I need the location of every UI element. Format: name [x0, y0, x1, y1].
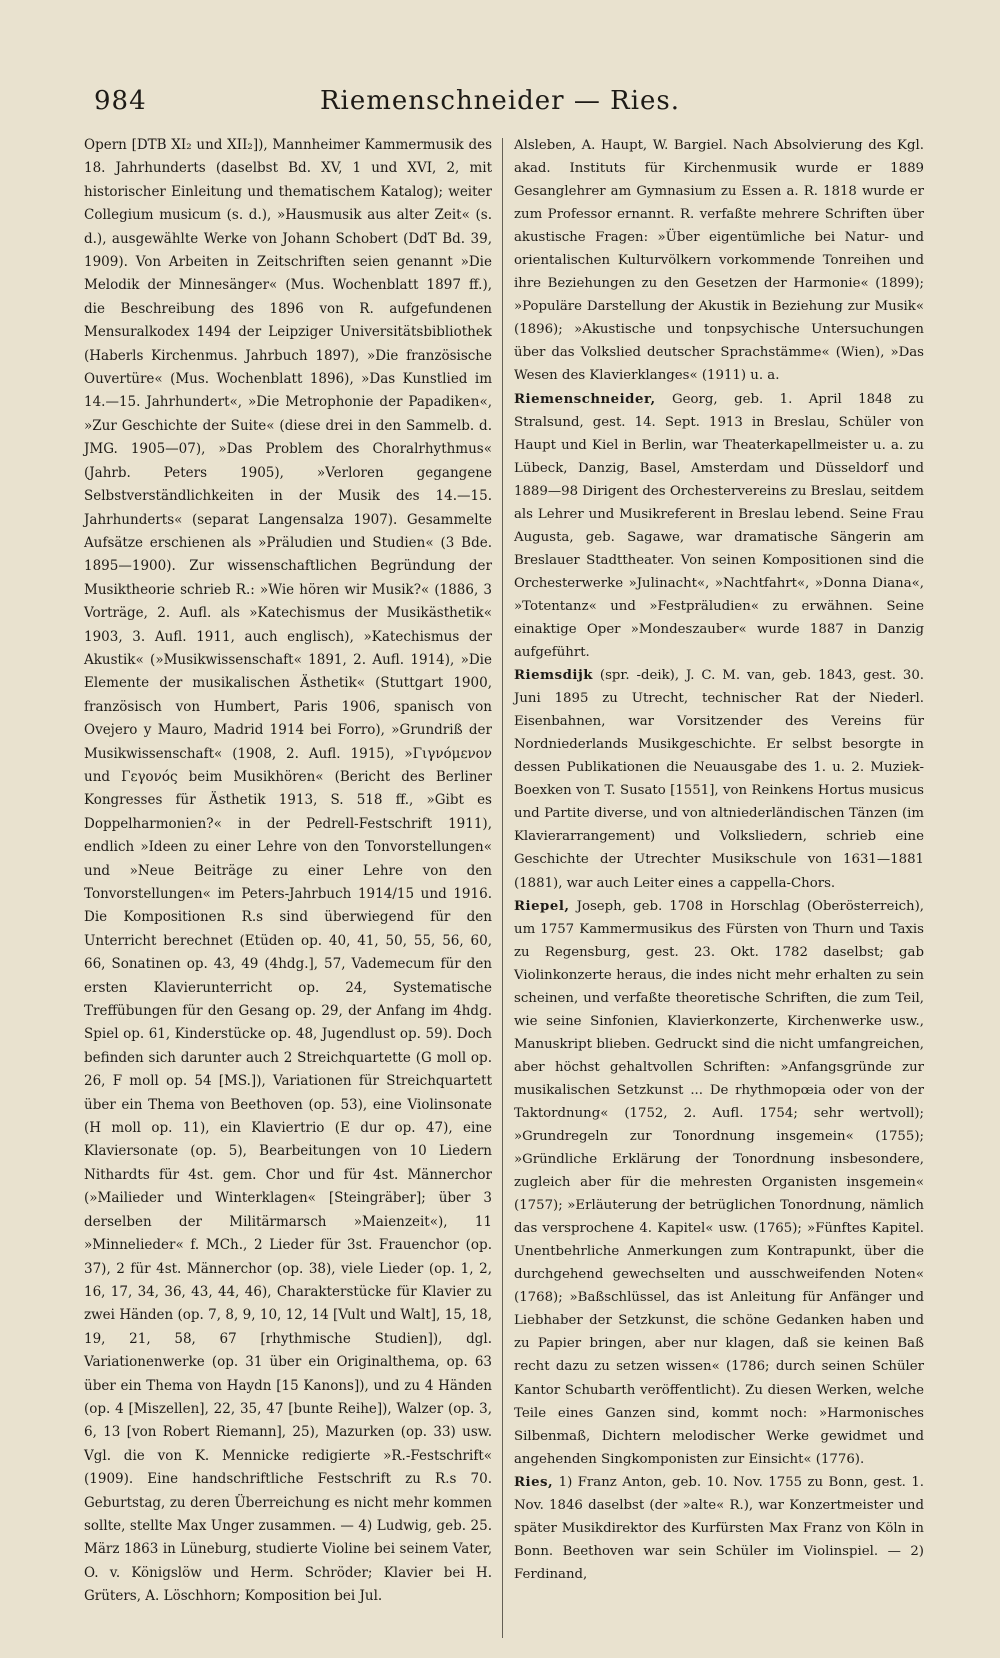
right-column [514, 134, 924, 1586]
running-head: Riemenschneider — Ries. [319, 86, 681, 116]
column-divider [502, 138, 503, 1638]
entry-headword: Ries, [514, 1474, 554, 1490]
entry-text: Joseph, geb. 1708 in Horschlag (Oberösterreich), um 1757 Kammermusikus des Fürsten von Thurn und Taxis zu Regensburg, gest. 23. Okt. 1782 daselbst; gab Violinkonzerte heraus, die indes nicht mehr erhalten zu sein scheinen, und verfaßte theoretische Schriften, die zum Teil, wie seine Sinfonien, Klavierkonzerte, Kirchenwerke usw., Manuskript blieben. Gedruckt sind die nicht umfangreichen, aber höchst gehaltvollen Schriften: »Anfangsgründe zur musikalischen Setzkunst ... De rhythmopœia oder von der Taktordnung« (1752, 2. Aufl. 1754; sehr wertvoll); »Grundregeln zur Tonordnung insgemein« (1755); »Gründliche Erklärung der Tonordnung insbesondere, zugleich aber für die mehresten Organisten insgemein« (1757); »Erläuterung der betrüglichen Tonordnung, nämlich das versprochene 4. Kapitel« usw. (1765); »Fünftes Kapitel. Unentbehrliche Anmerkungen zum Kontrapunkt, über die durchgehend gewechselten und ausschweifenden Noten« (1768); »Baßschlüssel, das ist Anleitung für Anfänger und Liebhaber der Setzkunst, die schöne Gedanken haben und zu Papier bringen, aber nur klagen, daß sie keinen Baß recht dazu zu setzen wissen« (1786; durch seinen Schüler Kantor Schubarth veröffentlicht). Zu diesen Werken, welche Teile eines Ganzen sind, kommt noch: »Harmonisches Silbenmaß, Dichtern melodischer Werke gewidmet und angehenden Singkomponisten zur Einsicht« (1776). [514, 898, 924, 1467]
page-number: 984 [94, 86, 147, 116]
entry-text: Georg, geb. 1. April 1848 zu Stralsund, gest. 14. Sept. 1913 in Breslau, Schüler von Haupt und Kiel in Berlin, war Theaterkapellmeister u. a. zu Lübeck, Danzig, Basel, Amsterdam und Düsseldorf und 1889—98 Dirigent des Orchestervereins zu Breslau, seitdem als Lehrer und Musikreferent in Breslau lebend. Seine Frau Augusta, geb. Sagawe, war dramatische Sängerin am Breslauer Stadttheater. Von seinen Kompositionen sind die Orchesterwerke »Julinacht«, »Nachtfahrt«, »Donna Diana«, »Totentanz« und »Festpräludien« zu erwähnen. Seine einaktige Oper »Mondeszauber« wurde 1887 in Danzig aufgeführt. [514, 391, 924, 661]
entry-headword: Riepel, [514, 898, 570, 914]
entry-riepel [514, 895, 924, 1471]
entry-text: Alsleben, A. Haupt, W. Bargiel. Nach Absolvierung des Kgl. akad. Instituts für Kirchenmusik wurde er 1889 Gesanglehrer am Gymnasium zu Essen a. R. 1818 wurde er zum Professor ernannt. R. verfaßte mehrere Schriften über akustische Fragen: »Über eigentümliche bei Natur- und orientalischen Kulturvölkern vorkommende Tonreihen und ihre Beziehungen zu den Gesetzen der Harmonie« (1899); »Populäre Darstellung der Akustik in Beziehung zur Musik« (1896); »Akustische und tonpsychische Untersuchungen über das Volkslied deutscher Sprachstämme« (Wien), »Das Wesen des Klavierklanges« (1911) u. a. [514, 138, 924, 384]
entry-text: 1) Franz Anton, geb. 10. Nov. 1755 zu Bonn, gest. 1. Nov. 1846 daselbst (der »alte« R.), war Konzertmeister und später Musikdirektor des Kurfürsten Max Franz von Köln in Bonn. Beethoven war sein Schüler im Violinspiel. — 2) Ferdinand, [514, 1474, 924, 1582]
entry-riemenschneider [514, 388, 924, 665]
entry-riemsdijk [514, 664, 924, 894]
left-column [84, 134, 492, 1609]
entry-text: (spr. -deik), J. C. M. van, geb. 1843, gest. 30. Juni 1895 zu Utrecht, technischer Rat der Niederl. Eisenbahnen, war Vorsitzender des Vereins für Nordniederlands Musikgeschichte. Er selbst besorgte in dessen Publikationen die Neuausgabe des 1. u. 2. Muziek-Boexken von T. Susato [1551], von Reinkens Hortus musicus und Partite diverse, und von altniederländischen Tänzen (im Klavierarrangement) und Volksliedern, schrieb eine Geschichte der Utrechter Musikschule von 1631—1881 (1881), war auch Leiter eines a cappella-Chors. [514, 668, 924, 891]
entry-ries [514, 1471, 924, 1586]
entry-continuation [514, 134, 924, 388]
entry-headword: Riemsdijk [514, 668, 593, 684]
page-header [0, 86, 1000, 126]
entry-headword: Riemenschneider, [514, 391, 656, 407]
left-paragraph: Opern [DTB XI₂ und XII₂]), Mannheimer Kammermusik des 18. Jahrhunderts (daselbst Bd. XV, 1 und XVI, 2, mit historischer Einleitung und thematischem Katalog); weiter Collegium musicum (s. d.), »Hausmusik aus alter Zeit« (s. d.), ausgewählte Werke von Johann Schobert (DdT Bd. 39, 1909). Von Arbeiten in Zeitschriften seien genannt »Die Melodik der Minnesänger« (Mus. Wochenblatt 1897 ff.), die Beschreibung des 1896 von R. aufgefundenen Mensuralkodex 1494 der Leipziger Universitätsbibliothek (Haberls Kirchenmus. Jahrbuch 1897), »Die französische Ouvertüre« (Mus. Wochenblatt 1896), »Das Kunstlied im 14.—15. Jahrhundert«, »Die Metrophonie der Papadiken«, »Zur Geschichte der Suite« (diese drei in den Sammelb. d. JMG. 1905—07), »Das Problem des Choralrhythmus« (Jahrb. Peters 1905), »Verloren gegangene Selbstverständlichkeiten in der Musik des 14.—15. Jahrhunderts« (separat Langensalza 1907). Gesammelte Aufsätze erschienen als »Präludien und Studien« (3 Bde. 1895—1900). Zur wissenschaftlichen Begründung der Musiktheorie schrieb R.: »Wie hören wir Musik?« (1886, 3 Vorträge, 2. Aufl. als »Katechismus der Musikästhetik« 1903, 3. Aufl. 1911, auch englisch), »Katechismus der Akustik« (»Musikwissenschaft« 1891, 2. Aufl. 1914), »Die Elemente der musikalischen Ästhetik« (Stuttgart 1900, französisch von Humbert, Paris 1906, spanisch von Ovejero y Mauro, Madrid 1914 bei Forro), »Grundriß der Musikwissenschaft« (1908, 2. Aufl. 1915), »Γιγνόμενον und Γεγονός beim Musikhören« (Bericht des Berliner Kongresses für Ästhetik 1913, S. 518 ff., »Gibt es Doppelharmonien?« in der Pedrell-Festschrift 1911), endlich »Ideen zu einer Lehre von den Tonvorstellungen« und »Neue Beiträge zu einer Lehre von den Tonvorstellungen« im Peters-Jahrbuch 1914/15 und 1916. Die Kompositionen R.s sind überwiegend für den Unterricht berechnet (Etüden op. 40, 41, 50, 55, 56, 60, 66, Sonatinen op. 43, 49 (4hdg.], 57, Vademecum für den ersten Klavierunterricht op. 24, Systematische Treffübungen für den Gesang op. 29, der Anfang im 4hdg. Spiel op. 61, Kinderstücke op. 48, Jugendlust op. 59). Doch befinden sich darunter auch 2 Streichquartette (G moll op. 26, F moll op. 54 [MS.]), Variationen für Streichquartett über ein Thema von Beethoven (op. 53), eine Violinsonate (H moll op. 11), ein Klaviertrio (E dur op. 47), eine Klaviersonate (op. 5), Bearbeitungen von 10 Liedern Nithardts für 4st. gem. Chor und für 4st. Männerchor (»Mailieder und Winterklagen« [Steingräber]; über 3 derselben der Militärmarsch »Maienzeit«), 11 »Minnelieder« f. MCh., 2 Lieder für 3st. Frauenchor (op. 37), 2 für 4st. Männerchor (op. 38), viele Lieder (op. 1, 2, 16, 17, 34, 36, 43, 44, 46), Charakterstücke für Klavier zu zwei Händen (op. 7, 8, 9, 10, 12, 14 [Vult und Walt], 15, 18, 19, 21, 58, 67 [rhythmische Studien]), dgl. Variationenwerke (op. 31 über ein Originalthema, op. 63 über ein Thema von Haydn [15 Kanons]), und zu 4 Händen (op. 4 [Miszellen], 22, 35, 47 [bunte Reihe]), Walzer (op. 3, 6, 13 [von Robert Riemann], 25), Mazurken (op. 33) usw. Vgl. die von K. Mennicke redigierte »R.-Festschrift« (1909). Eine handschriftliche Festschrift zu R.s 70. Geburtstag, zu deren Überreichung es nicht mehr kommen sollte, stellte Max Unger zusammen. — 4) Ludwig, geb. 25. März 1863 in Lüneburg, studierte Violine bei seinem Vater, O. v. Königslöw und Herm. Schröder; Klavier bei H. Grüters, A. Löschhorn; Komposition bei Jul. [84, 137, 492, 1605]
